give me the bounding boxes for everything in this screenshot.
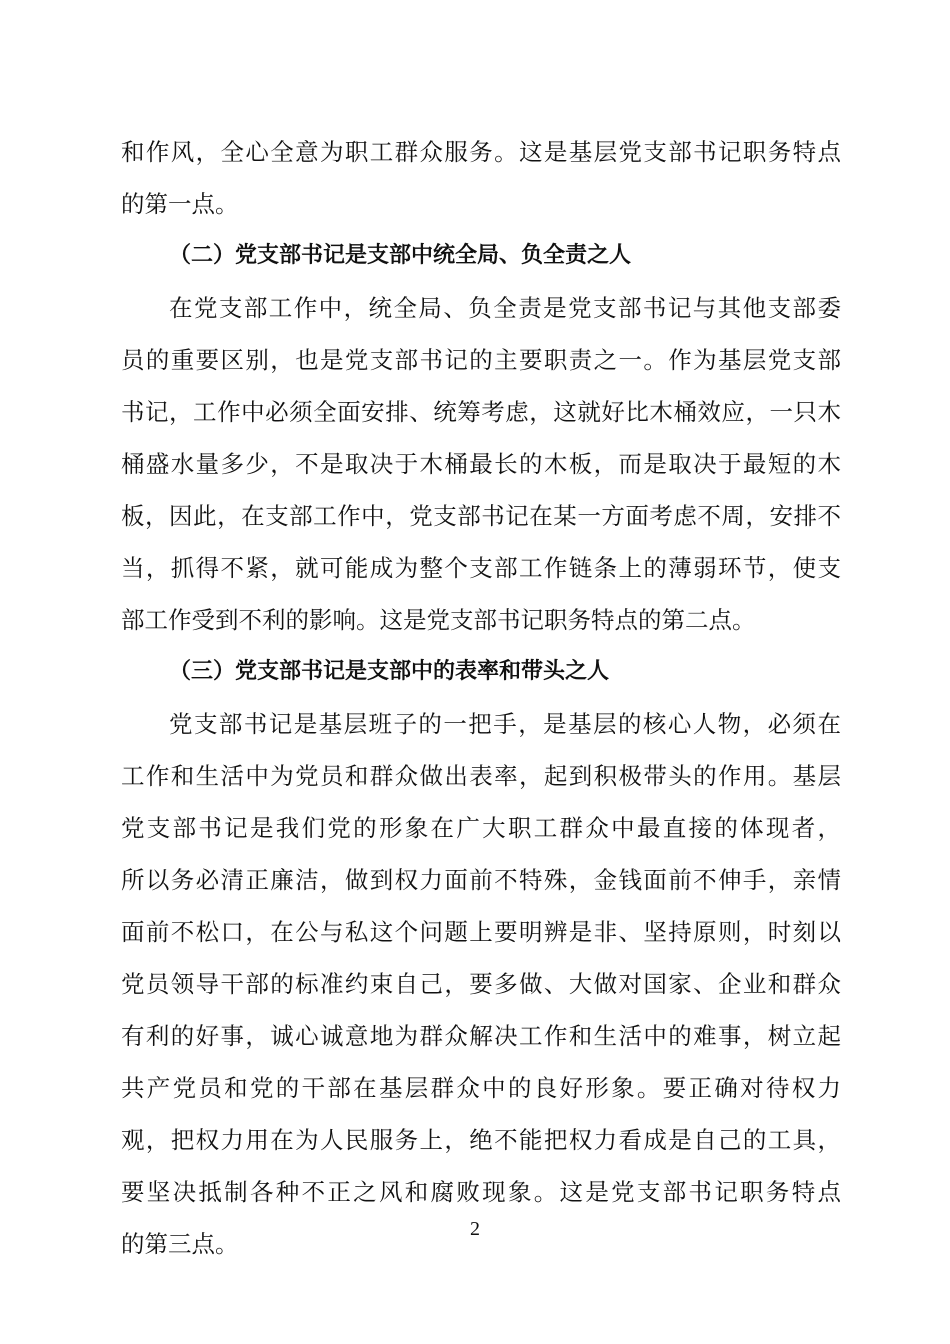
text-line: 面前不松口，在公与私这个问题上要明辨是非、坚持原则，时刻以 bbox=[121, 918, 841, 946]
text-line: 党员领导干部的标准约束自己，要多做、大做对国家、企业和群众 bbox=[121, 970, 841, 998]
text-line: 当，抓得不紧，就可能成为整个支部工作链条上的薄弱环节，使支 bbox=[121, 554, 841, 582]
section-heading-2: （二）党支部书记是支部中统全局、负全责之人 bbox=[169, 243, 632, 268]
text-line: 工作和生活中为党员和群众做出表率，起到积极带头的作用。基层 bbox=[121, 762, 841, 790]
text-line: 板，因此，在支部工作中，党支部书记在某一方面考虑不周，安排不 bbox=[121, 502, 841, 530]
text-line: 和作风，全心全意为职工群众服务。这是基层党支部书记职务特点 bbox=[121, 138, 841, 166]
text-line: 在党支部工作中，统全局、负全责是党支部书记与其他支部委 bbox=[169, 294, 841, 322]
page-number: 2 bbox=[470, 1218, 480, 1240]
text-line: 桶盛水量多少，不是取决于木桶最长的木板，而是取决于最短的木 bbox=[121, 450, 841, 478]
text-line: 共产党员和党的干部在基层群众中的良好形象。要正确对待权力 bbox=[121, 1074, 841, 1102]
text-line: 所以务必清正廉洁，做到权力面前不特殊，金钱面前不伸手，亲情 bbox=[121, 866, 841, 894]
text-line: 观，把权力用在为人民服务上，绝不能把权力看成是自己的工具， bbox=[121, 1126, 841, 1154]
text-line: 要坚决抵制各种不正之风和腐败现象。这是党支部书记职务特点 bbox=[121, 1178, 841, 1206]
text-line: 的第三点。 bbox=[121, 1230, 239, 1258]
text-line: 书记，工作中必须全面安排、统筹考虑，这就好比木桶效应，一只木 bbox=[121, 398, 841, 426]
text-line: 员的重要区别，也是党支部书记的主要职责之一。作为基层党支部 bbox=[121, 346, 841, 374]
text-line: 党支部书记是我们党的形象在广大职工群众中最直接的体现者， bbox=[121, 814, 841, 842]
section-heading-3: （三）党支部书记是支部中的表率和带头之人 bbox=[169, 659, 610, 684]
text-line: 有利的好事，诚心诚意地为群众解决工作和生活中的难事，树立起 bbox=[121, 1022, 841, 1050]
text-line: 部工作受到不利的影响。这是党支部书记职务特点的第二点。 bbox=[121, 606, 756, 634]
document-page bbox=[121, 126, 841, 1270]
text-line: 党支部书记是基层班子的一把手，是基层的核心人物，必须在 bbox=[169, 710, 841, 738]
text-line: 的第一点。 bbox=[121, 190, 239, 218]
